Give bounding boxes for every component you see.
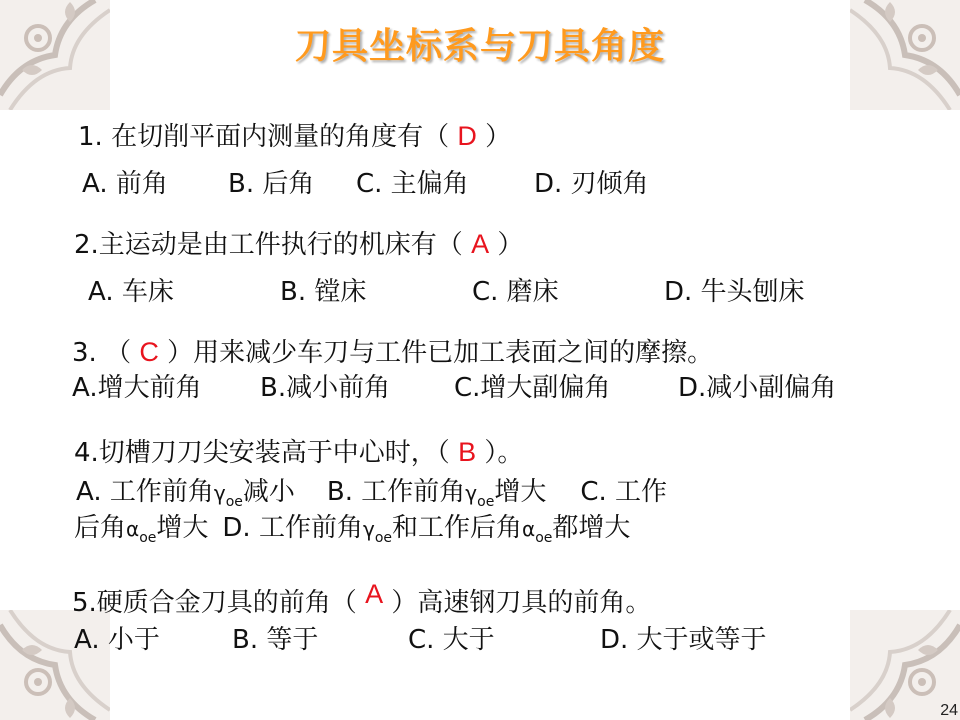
question-2-answer: A bbox=[471, 229, 490, 259]
q4-option-c-end: 增大 bbox=[156, 513, 209, 543]
question-3-options bbox=[72, 372, 836, 404]
question-3-text-end: ）用来减少车刀与工件已加工表面之间的摩擦。 bbox=[158, 338, 714, 368]
q4-option-d-end: 都增大 bbox=[552, 513, 631, 543]
subscript-oe: oe bbox=[374, 530, 392, 546]
q2-option-c: C. 磨床 bbox=[472, 277, 559, 307]
gamma-symbol: γ bbox=[213, 481, 226, 505]
q3-option-c: C.增大副偏角 bbox=[454, 373, 611, 403]
question-2-stem bbox=[74, 228, 523, 261]
subscript-oe: oe bbox=[535, 530, 553, 546]
question-3-text: 3. （ bbox=[72, 338, 140, 368]
q4-option-b: B. 工作前角 bbox=[326, 477, 466, 507]
q4-option-c-cont: 后角 bbox=[74, 513, 127, 543]
q5-option-a: A. 小于 bbox=[74, 625, 160, 655]
question-1-answer: D bbox=[457, 121, 477, 151]
question-5-answer: A bbox=[365, 579, 384, 609]
question-2-text: 2.主运动是由工件执行的机床有（ bbox=[74, 230, 472, 260]
gamma-symbol: γ bbox=[362, 517, 375, 541]
q4-option-b-end: 增大 bbox=[494, 477, 547, 507]
subscript-oe: oe bbox=[225, 494, 243, 510]
q4-option-c: C. 工作 bbox=[580, 477, 668, 507]
q1-option-a: A. 前角 bbox=[82, 169, 168, 199]
gamma-symbol: γ bbox=[465, 481, 478, 505]
question-1-text-end: ） bbox=[476, 122, 512, 152]
q2-option-a: A. 车床 bbox=[88, 277, 174, 307]
question-4-text: 4.切槽刀刀尖安装高于中心时，（ bbox=[74, 438, 459, 468]
question-4-stem bbox=[74, 436, 523, 469]
q1-option-d: D. 刃倾角 bbox=[534, 169, 649, 199]
q5-option-d: D. 大于或等于 bbox=[600, 625, 767, 655]
q3-option-a: A.增大前角 bbox=[72, 373, 202, 403]
question-5-options bbox=[74, 624, 767, 656]
alpha-symbol: α bbox=[126, 517, 140, 541]
question-4-options-line-2 bbox=[74, 512, 630, 554]
question-4-text-end: ）。 bbox=[476, 438, 524, 468]
q5-option-c: C. 大于 bbox=[408, 625, 495, 655]
q1-option-c: C. 主偏角 bbox=[356, 169, 469, 199]
question-2-options bbox=[88, 276, 805, 308]
q1-option-b: B. 后角 bbox=[228, 169, 315, 199]
q3-option-d: D.减小副偏角 bbox=[678, 373, 837, 403]
question-5-stem bbox=[72, 579, 652, 619]
q4-option-a-end: 减小 bbox=[242, 477, 295, 507]
question-3-answer: C bbox=[139, 337, 159, 367]
page-number: 24 bbox=[940, 702, 958, 719]
q2-option-b: B. 镗床 bbox=[280, 277, 367, 307]
question-1-stem bbox=[78, 120, 511, 153]
page-title: 刀具坐标系与刀具角度 bbox=[294, 26, 665, 67]
question-2-text-end: ） bbox=[489, 230, 524, 260]
q4-option-a: A. 工作前角 bbox=[76, 477, 214, 507]
subscript-oe: oe bbox=[477, 494, 495, 510]
question-5-text: 5.硬质合金刀具的前角（ bbox=[72, 588, 366, 618]
q5-option-b: B. 等于 bbox=[232, 625, 319, 655]
question-3-stem bbox=[72, 336, 713, 369]
q4-option-d-mid: 和工作后角 bbox=[392, 513, 523, 543]
question-4-answer: B bbox=[458, 437, 477, 467]
question-1-text: 1. 在切削平面内测量的角度有（ bbox=[78, 122, 458, 152]
question-1-options bbox=[82, 168, 649, 200]
subscript-oe: oe bbox=[139, 530, 157, 546]
alpha-symbol: α bbox=[522, 517, 536, 541]
q4-option-d: D. 工作前角 bbox=[222, 513, 363, 543]
q2-option-d: D. 牛头刨床 bbox=[664, 277, 805, 307]
q3-option-b: B.减小前角 bbox=[260, 373, 391, 403]
question-5-text-end: ）高速钢刀具的前角。 bbox=[383, 588, 652, 618]
